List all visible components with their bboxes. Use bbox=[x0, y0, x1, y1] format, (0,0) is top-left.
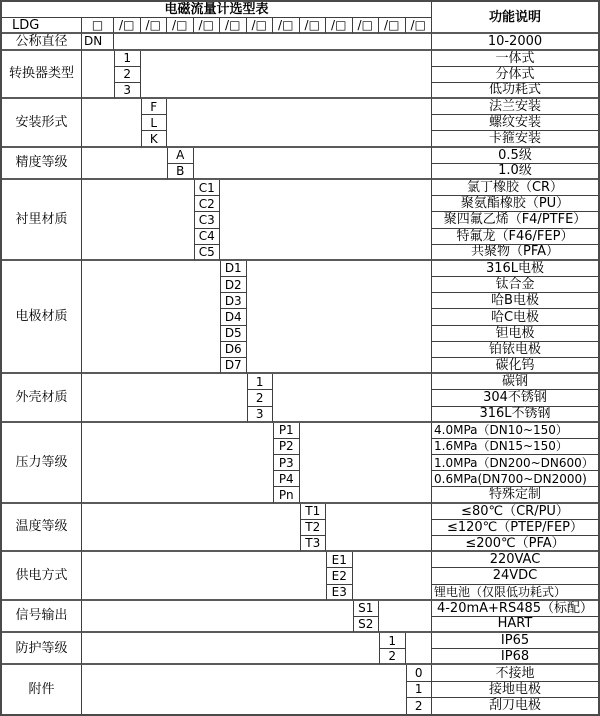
function-cell: 不接地 bbox=[432, 665, 598, 681]
code-cell: 1 bbox=[114, 51, 141, 67]
section-label: 附件 bbox=[2, 665, 82, 714]
filler-cell bbox=[82, 148, 167, 180]
function-cell: 316L不锈钢 bbox=[432, 407, 598, 423]
function-cell: IP65 bbox=[432, 633, 598, 649]
function-cell: ≤120℃（PTEP/FEP） bbox=[432, 520, 598, 536]
code-cell: 2 bbox=[406, 698, 433, 714]
function-header: 功能说明 bbox=[432, 2, 598, 34]
code-cell: 1 bbox=[379, 633, 406, 649]
function-cell: 低功耗式 bbox=[432, 83, 598, 99]
function-cell: 哈B电极 bbox=[432, 293, 598, 309]
code-cell: P4 bbox=[273, 471, 300, 487]
model-code-box: /□ bbox=[220, 18, 247, 34]
code-cell: S2 bbox=[353, 617, 380, 633]
code-cell: D4 bbox=[220, 309, 247, 325]
filler-cell bbox=[82, 601, 353, 633]
section-label: 安装形式 bbox=[2, 99, 82, 148]
filler-cell bbox=[353, 552, 433, 601]
function-cell: 0.6MPa(DN700~DN2000) bbox=[432, 471, 598, 487]
model-code-box: /□ bbox=[114, 18, 141, 34]
code-cell: D1 bbox=[220, 261, 247, 277]
function-cell: 碳钢 bbox=[432, 374, 598, 390]
function-cell: 钽电极 bbox=[432, 326, 598, 342]
function-cell: 聚氨酯橡胶（PU） bbox=[432, 196, 598, 212]
filler-cell bbox=[379, 601, 432, 633]
function-cell: ≤80℃（CR/PU） bbox=[432, 504, 598, 520]
filler-cell bbox=[194, 148, 433, 180]
code-cell: A bbox=[167, 148, 194, 164]
section-label: 防护等级 bbox=[2, 633, 82, 665]
function-cell: 1.6MPa（DN15~150） bbox=[432, 439, 598, 455]
code-cell: C5 bbox=[194, 245, 221, 261]
function-cell: 螺纹安装 bbox=[432, 115, 598, 131]
code-cell: L bbox=[141, 115, 168, 131]
filler-cell bbox=[220, 180, 432, 261]
model-dn-box: □ bbox=[82, 18, 114, 34]
model-code-box: /□ bbox=[379, 18, 406, 34]
code-cell: B bbox=[167, 164, 194, 180]
function-cell: 聚四氟乙烯（F4/PTFE） bbox=[432, 212, 598, 228]
function-cell: 316L电极 bbox=[432, 261, 598, 277]
function-cell: 分体式 bbox=[432, 67, 598, 83]
function-cell: 钛合金 bbox=[432, 277, 598, 293]
table-title: 电磁流量计选型表 bbox=[2, 2, 432, 18]
function-cell: 法兰安装 bbox=[432, 99, 598, 115]
code-cell: Pn bbox=[273, 487, 300, 503]
filler-cell bbox=[114, 34, 432, 50]
code-cell: T2 bbox=[300, 520, 327, 536]
code-cell: E1 bbox=[326, 552, 353, 568]
code-cell: E3 bbox=[326, 585, 353, 601]
function-cell: 1.0级 bbox=[432, 164, 598, 180]
function-cell: 特氟龙（F46/FEP） bbox=[432, 229, 598, 245]
function-cell: 共聚物（PFA） bbox=[432, 245, 598, 261]
function-cell: 4-20mA+RS485（标配） bbox=[432, 601, 598, 617]
dn-function: 10-2000 bbox=[432, 34, 598, 50]
code-cell: C4 bbox=[194, 229, 221, 245]
function-cell: 卡箍安装 bbox=[432, 131, 598, 147]
model-code-box: /□ bbox=[326, 18, 353, 34]
model-code-box: /□ bbox=[300, 18, 327, 34]
function-cell: HART bbox=[432, 617, 598, 633]
model-code-box: /□ bbox=[141, 18, 168, 34]
code-cell: C1 bbox=[194, 180, 221, 196]
code-cell: 2 bbox=[114, 67, 141, 83]
code-cell: 2 bbox=[247, 390, 274, 406]
code-cell: 2 bbox=[379, 649, 406, 665]
filler-cell bbox=[141, 51, 433, 100]
dn-code: DN bbox=[82, 34, 114, 50]
filler-cell bbox=[326, 504, 432, 553]
function-cell: 铂铱电极 bbox=[432, 342, 598, 358]
model-code-box: /□ bbox=[353, 18, 380, 34]
function-cell: 刮刀电极 bbox=[488, 698, 541, 714]
filler-cell bbox=[82, 665, 406, 714]
code-cell: D3 bbox=[220, 293, 247, 309]
code-cell: P2 bbox=[273, 439, 300, 455]
code-cell: 1 bbox=[247, 374, 274, 390]
function-cell: 锂电池（仅限低功耗式） bbox=[432, 585, 598, 601]
section-label: 信号输出 bbox=[2, 601, 82, 633]
function-cell: 一体式 bbox=[432, 51, 598, 67]
filler-cell bbox=[82, 261, 220, 374]
code-cell: D7 bbox=[220, 358, 247, 374]
function-cell: 碳化钨 bbox=[432, 358, 598, 374]
filler-cell bbox=[406, 633, 433, 665]
model-code-box: /□ bbox=[194, 18, 221, 34]
code-cell: E2 bbox=[326, 568, 353, 584]
filler-cell bbox=[82, 504, 300, 553]
filler-cell bbox=[82, 552, 326, 601]
filler-cell bbox=[82, 99, 141, 148]
function-cell: 220VAC bbox=[432, 552, 598, 568]
function-cell: ≤200℃（PFA） bbox=[432, 536, 598, 552]
dn-label: 公称直径 bbox=[2, 34, 82, 50]
filler-cell bbox=[167, 99, 432, 148]
function-cell: 哈C电极 bbox=[432, 309, 598, 325]
code-cell: C2 bbox=[194, 196, 221, 212]
filler-cell bbox=[300, 423, 433, 504]
model-code-box: /□ bbox=[247, 18, 274, 34]
code-cell: C3 bbox=[194, 212, 221, 228]
model-prefix: LDG bbox=[2, 18, 82, 34]
function-cell: 24VDC bbox=[432, 568, 598, 584]
section-label: 供电方式 bbox=[2, 552, 82, 601]
section-label: 衬里材质 bbox=[2, 180, 82, 261]
filler-cell bbox=[82, 51, 114, 100]
code-cell: D2 bbox=[220, 277, 247, 293]
section-label: 温度等级 bbox=[2, 504, 82, 553]
code-cell: 0 bbox=[406, 665, 433, 681]
code-cell: T1 bbox=[300, 504, 327, 520]
filler-cell bbox=[247, 261, 433, 374]
section-label: 精度等级 bbox=[2, 148, 82, 180]
function-cell: 氯丁橡胶（CR） bbox=[432, 180, 598, 196]
function-cell: 0.5级 bbox=[432, 148, 598, 164]
code-cell: S1 bbox=[353, 601, 380, 617]
filler-cell bbox=[82, 374, 247, 423]
section-label: 压力等级 bbox=[2, 423, 82, 504]
filler-cell bbox=[273, 374, 432, 423]
model-code-box: /□ bbox=[406, 18, 433, 34]
section-label: 电极材质 bbox=[2, 261, 82, 374]
function-cell: IP68 bbox=[432, 649, 598, 665]
code-cell: K bbox=[141, 131, 168, 147]
code-cell: 1 bbox=[406, 682, 433, 698]
code-cell: T3 bbox=[300, 536, 327, 552]
function-cell: 接地电极 bbox=[432, 682, 598, 698]
filler-cell bbox=[82, 633, 379, 665]
code-cell: D5 bbox=[220, 326, 247, 342]
code-cell: D6 bbox=[220, 342, 247, 358]
filler-cell bbox=[82, 423, 273, 504]
function-cell: 1.0MPa（DN200~DN600） bbox=[432, 455, 598, 471]
code-cell: 3 bbox=[114, 83, 141, 99]
code-cell: P3 bbox=[273, 455, 300, 471]
model-code-box: /□ bbox=[167, 18, 194, 34]
code-cell: F bbox=[141, 99, 168, 115]
section-label: 转换器类型 bbox=[2, 51, 82, 100]
function-cell: 特殊定制 bbox=[432, 487, 598, 503]
code-cell: 3 bbox=[247, 407, 274, 423]
model-code-box: /□ bbox=[273, 18, 300, 34]
function-cell: 304不锈钢 bbox=[432, 390, 598, 406]
code-cell: P1 bbox=[273, 423, 300, 439]
section-label: 外壳材质 bbox=[2, 374, 82, 423]
filler-cell bbox=[82, 180, 194, 261]
function-cell: 4.0MPa（DN10~150） bbox=[432, 423, 598, 439]
